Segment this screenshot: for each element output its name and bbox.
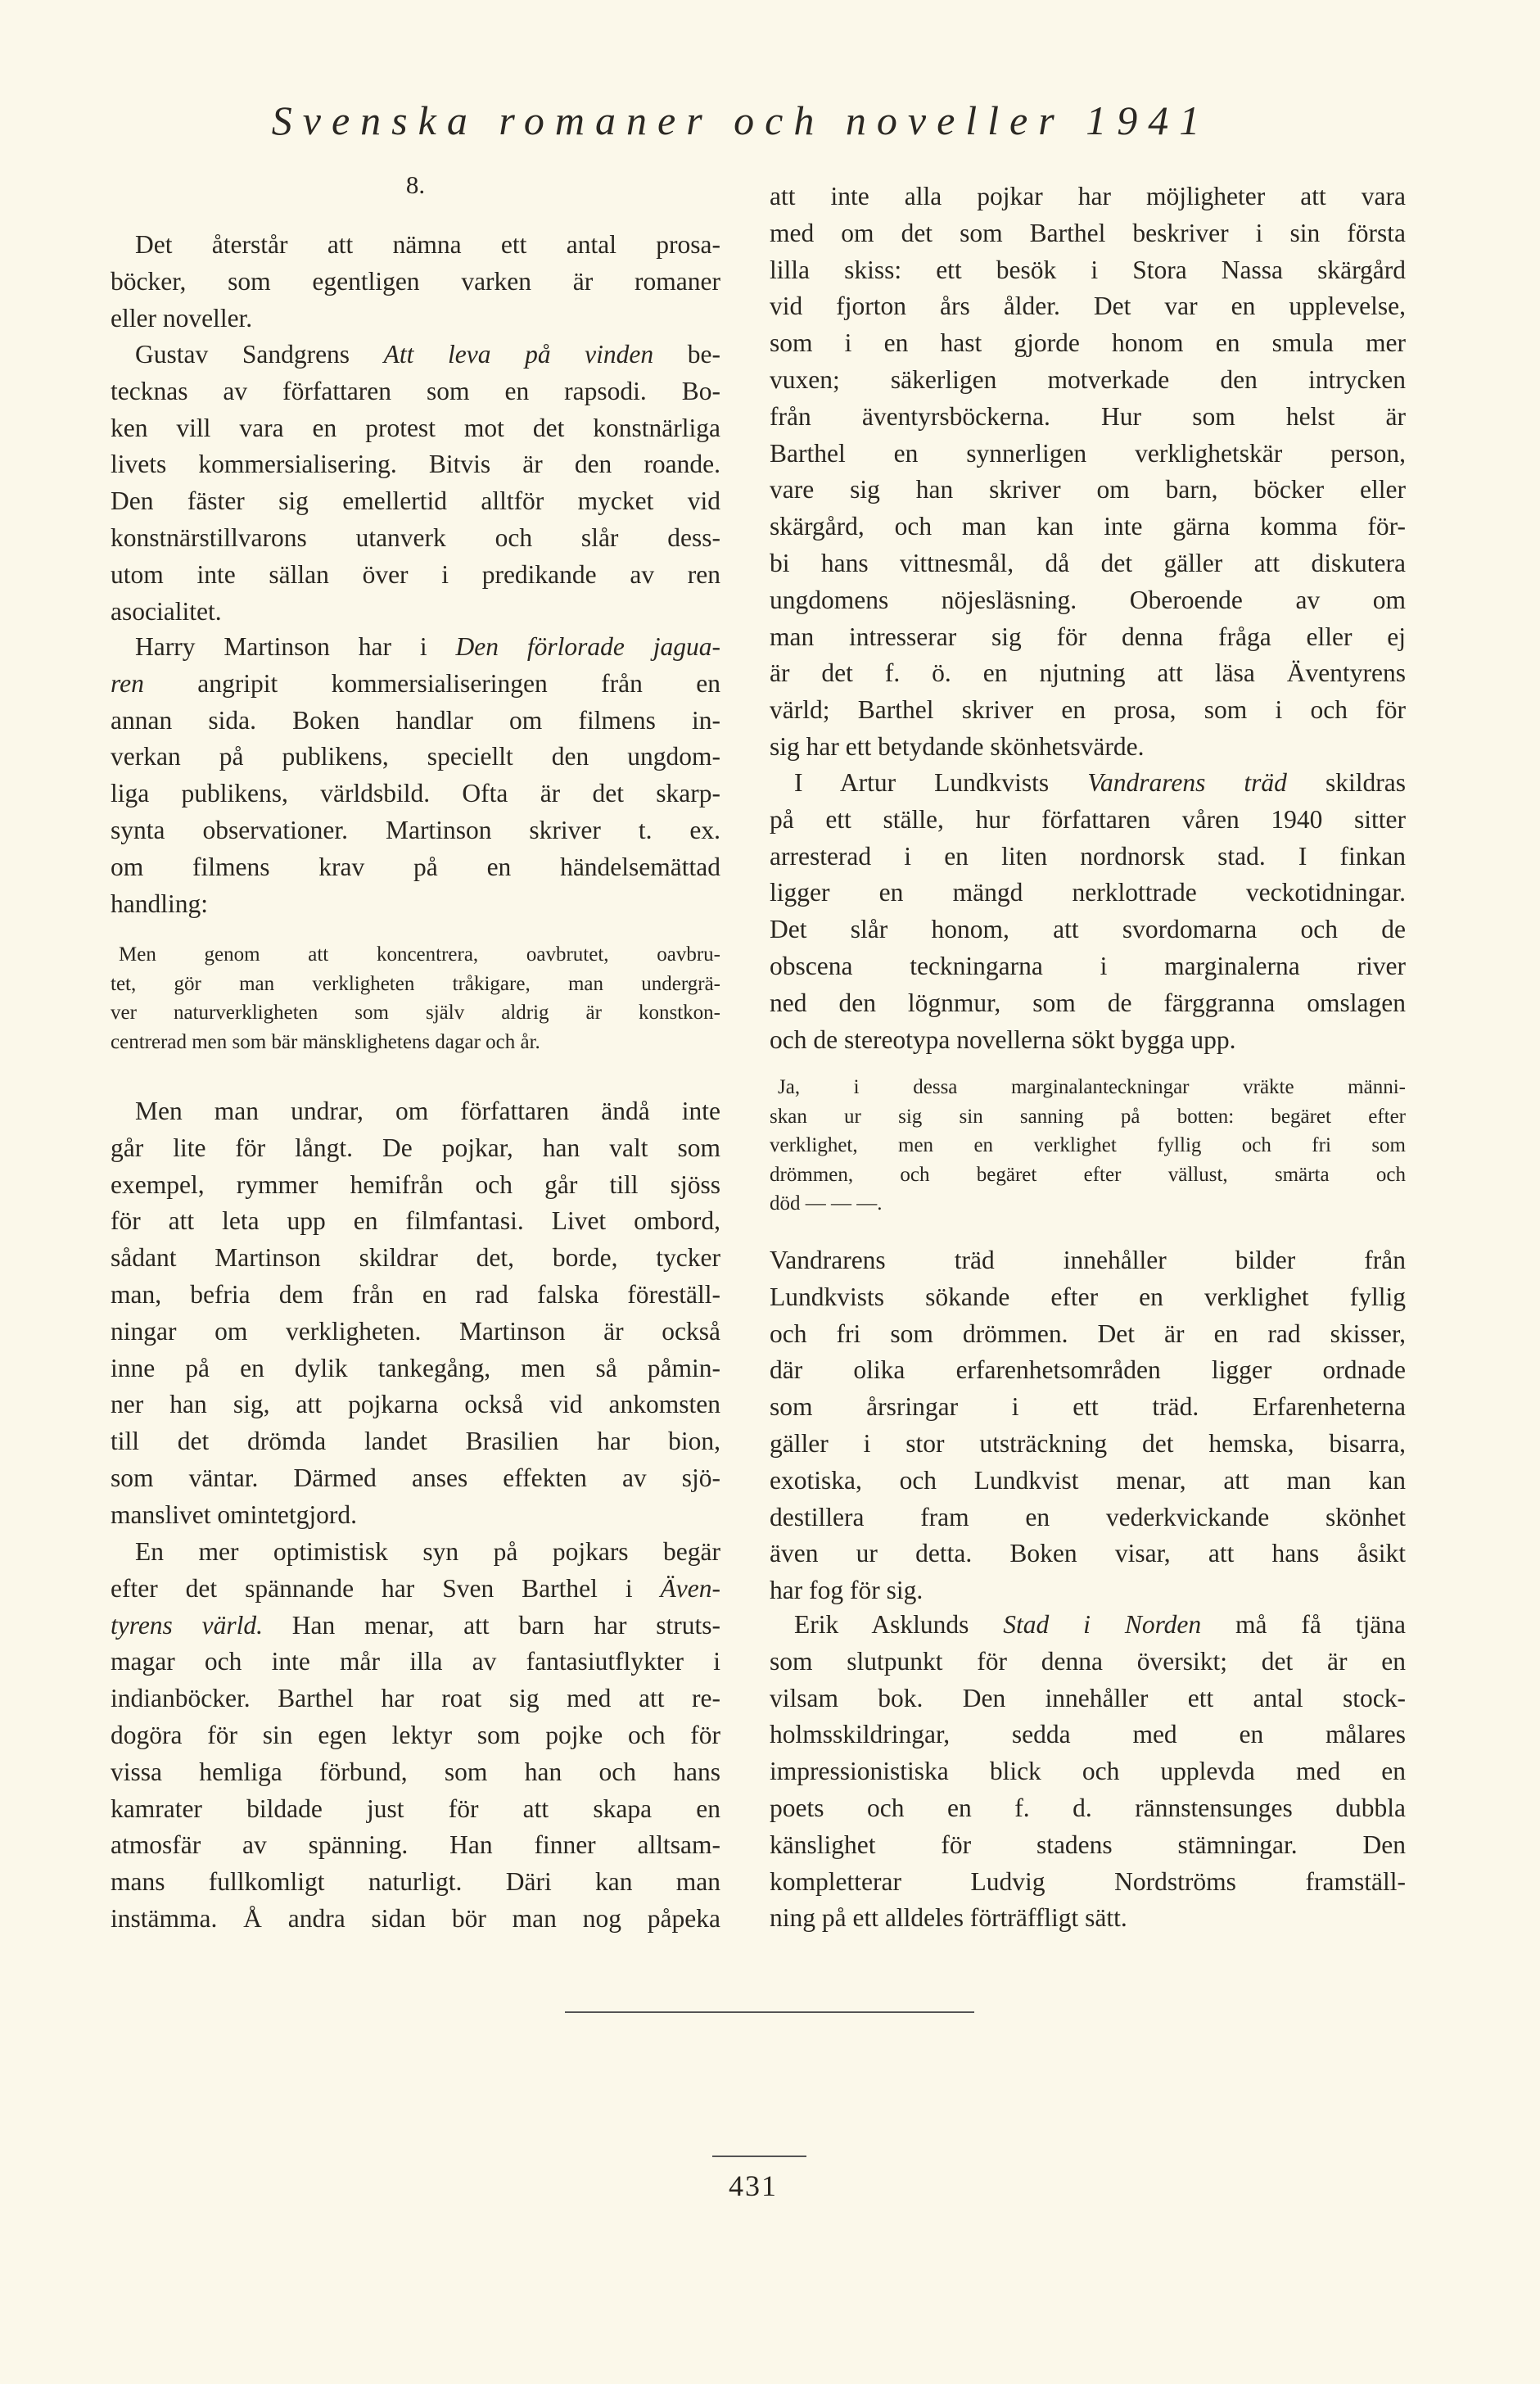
text-line: kamrater bildade just för att skapa en: [111, 1794, 720, 1823]
text-line: är det f. ö. en njutning att läsa Äventyrens: [770, 658, 1406, 688]
book-title: tyrens värld.: [111, 1610, 263, 1640]
paragraph: [770, 765, 1406, 1058]
text-line: och fri som drömmen. Det är en rad skisser,: [770, 1319, 1406, 1348]
text-line: som årsringar i ett träd. Erfarenheterna: [770, 1392, 1406, 1422]
paragraph: [111, 1534, 720, 1938]
text-segment: efter det spännande har Sven Barthel i: [111, 1573, 661, 1603]
text-segment: Erik Asklunds: [794, 1610, 1004, 1639]
running-header-title: Svenska romaner och noveller 1941: [271, 97, 1211, 143]
text-line: som slutpunkt för denna översikt; det är en: [770, 1646, 1406, 1676]
paragraph: [770, 179, 1406, 766]
text-line: ligger en mängd nerklottrade veckotidningar.: [770, 878, 1406, 907]
text-line: asocialitet.: [111, 596, 222, 626]
paragraph: [111, 227, 720, 337]
text-line: liga publikens, världsbild. Ofta är det skarp-: [111, 779, 720, 808]
text-line: bi hans vittnesmål, då det gäller att diskutera: [770, 548, 1406, 577]
block-quote: [770, 1073, 1406, 1219]
text-line: eller noveller.: [111, 303, 253, 332]
book-title: Vandrarens träd: [1087, 768, 1287, 797]
text-line: sig har ett betydande skönhetsvärde.: [770, 731, 1145, 761]
text-line: vuxen; säkerligen motverkade den intrycken: [770, 364, 1406, 394]
text-line: ken vill vara en protest mot det konstnärliga: [111, 413, 720, 442]
text-line: känslighet för stadens stämningar. Den: [770, 1830, 1406, 1859]
text-line: går lite för långt. De pojkar, han valt som: [111, 1133, 720, 1162]
text-line: tecknas av författaren som en rapsodi. Bo-: [111, 376, 720, 405]
paragraph: [111, 1093, 720, 1534]
text-line: Men genom att koncentrera, oavbrutet, oavbru-: [119, 943, 720, 966]
text-line: mans fullkomligt naturligt. Däri kan man: [111, 1867, 720, 1897]
text-line: som i en hast gjorde honom en smula mer: [770, 328, 1406, 358]
page-number: 431: [729, 2169, 778, 2202]
book-title: Även-: [660, 1573, 720, 1603]
text-line: lilla skiss: ett besök i Stora Nassa skärgård: [770, 255, 1406, 284]
text-line: skärgård, och man kan inte gärna komma för-: [770, 512, 1406, 541]
text-line: holmsskildringar, sedda med en målares: [770, 1720, 1406, 1749]
text-line: böcker, som egentligen varken är romaner: [111, 266, 720, 296]
text-line: att inte alla pojkar har möjligheter att vara: [770, 182, 1406, 210]
text-line: magar och inte mår illa av fantasiutflykter i: [111, 1647, 720, 1676]
text-line: tet, gör man verkligheten tråkigare, man undergrä-: [111, 972, 720, 995]
text-line: Ja, i dessa marginalanteckningar vräkte männi-: [778, 1076, 1406, 1098]
text-line: vissa hemliga förbund, som han och hans: [111, 1757, 720, 1786]
text-line: skan ur sig sin sanning på botten: begäret efter: [770, 1105, 1406, 1128]
text-line: exempel, rymmer hemifrån och går till sjöss: [111, 1169, 720, 1199]
book-title: ren: [111, 668, 144, 698]
text-line: ned den lögnmur, som de färggranna omslagen: [770, 988, 1406, 1017]
block-quote: [111, 940, 720, 1056]
text-line: Barthel en synnerligen verklighetskär person,: [770, 438, 1406, 468]
text-line: manslivet omintetgjord.: [111, 1500, 357, 1529]
paragraph: [770, 1607, 1406, 1937]
text-line: kompletterar Ludvig Nordströms framställ-: [770, 1866, 1406, 1896]
text-line: Men man undrar, om författaren ändå inte: [135, 1097, 720, 1125]
text-line: destillera fram en vederkvickande skönhet: [770, 1502, 1406, 1531]
text-line: obscena teckningarna i marginalerna river: [770, 951, 1406, 980]
text-line: även ur detta. Boken visar, att hans åsikt: [770, 1539, 1406, 1568]
text-line: från äventyrsböckerna. Hur som helst är: [770, 401, 1406, 431]
text-line: synta observationer. Martinson skriver t. ex.: [111, 815, 720, 844]
text-line: instämma. Å andra sidan bör man nog påpeka: [111, 1903, 720, 1933]
text-line: [770, 765, 1406, 802]
section-end-rule: [565, 2011, 974, 2013]
text-line: på ett ställe, hur författaren våren 1940 sitter: [770, 804, 1406, 834]
text-line: vilsam bok. Den innehåller ett antal stock-: [770, 1683, 1406, 1712]
book-title: Den förlorade jagua-: [455, 632, 720, 661]
text-line: man intresserar sig för denna fråga eller ej: [770, 622, 1406, 651]
text-line: död — — —.: [770, 1192, 883, 1215]
text-line: [111, 337, 720, 373]
text-line: ning på ett alldeles förträffligt sätt.: [770, 1903, 1127, 1933]
text-line: där olika erfarenhetsområden ligger ordnade: [770, 1355, 1406, 1385]
text-line: Det slår honom, att svordomarna och de: [770, 915, 1406, 944]
text-segment: skildras: [1286, 768, 1406, 797]
text-line: Det återstår att nämna ett antal prosa-: [135, 230, 720, 259]
text-line: verklighet, men en verklighet fyllig och fri som: [770, 1134, 1406, 1157]
text-line: ner han sig, att pojkarna också vid ankomsten: [111, 1390, 720, 1419]
text-line: livets kommersialisering. Bitvis är den roande.: [111, 450, 720, 479]
text-line: konstnärstillvarons utanverk och slår dess-: [111, 522, 720, 552]
text-segment: Harry Martinson har i: [135, 632, 456, 661]
text-line: [111, 1571, 720, 1608]
text-line: med om det som Barthel beskriver i sin första: [770, 218, 1406, 247]
book-title: Att leva på vinden: [383, 340, 654, 369]
text-line: har fog för sig.: [770, 1576, 924, 1605]
text-line: Den fäster sig emellertid alltför mycket vid: [111, 486, 720, 516]
text-line: dogöra för sin egen lektyr som pojke och för: [111, 1720, 720, 1749]
section-number: 8.: [405, 170, 426, 199]
text-line: indianböcker. Barthel har roat sig med att re-: [111, 1684, 720, 1713]
text-line: verkan på publikens, speciellt den ungdom-: [111, 742, 720, 771]
text-line: värld; Barthel skriver en prosa, som i och för: [770, 695, 1406, 725]
text-line: exotiska, och Lundkvist menar, att man kan: [770, 1465, 1406, 1495]
paragraph: [111, 337, 720, 630]
text-line: [111, 629, 720, 666]
page-number-rule: [712, 2156, 806, 2157]
text-line: poets och en f. d. rännstensunges dubbla: [770, 1793, 1406, 1822]
text-segment: Han menar, att barn har struts-: [262, 1610, 720, 1640]
text-line: ver naturverkligheten som själv aldrig är konstkon-: [111, 1002, 720, 1025]
text-line: [770, 1607, 1406, 1644]
text-line: utom inte sällan över i predikande av ren: [111, 559, 720, 589]
text-line: gäller i stor utsträckning det hemska, bisarra,: [770, 1428, 1406, 1458]
paragraph: [770, 1242, 1406, 1609]
text-line: [111, 1608, 720, 1644]
text-line: ningar om verkligheten. Martinson är också: [111, 1316, 720, 1346]
text-line: till det drömda landet Brasilien har bion,: [111, 1427, 720, 1456]
text-segment: Gustav Sandgrens: [135, 340, 384, 369]
text-line: vid fjorton års ålder. Det var en upplevelse,: [770, 292, 1406, 321]
text-line: sådant Martinson skildrar det, borde, tycker: [111, 1243, 720, 1273]
text-line: och de stereotypa novellerna sökt bygga upp.: [770, 1025, 1236, 1054]
text-segment: be-: [653, 340, 720, 369]
text-line: om filmens krav på en händelsemättad: [111, 852, 720, 881]
text-line: ungdomens nöjesläsning. Oberoende av om: [770, 585, 1406, 614]
book-title: Stad i Norden: [1003, 1610, 1202, 1639]
text-line: [111, 666, 720, 703]
text-line: centrerad men som bär mänsklighetens dagar och år.: [111, 1030, 540, 1053]
text-segment: må få tjäna: [1201, 1610, 1407, 1639]
text-line: annan sida. Boken handlar om filmens in-: [111, 705, 720, 735]
text-segment: I Artur Lundkvists: [794, 768, 1088, 797]
paragraph: [111, 629, 720, 922]
text-line: man, befria dem från en rad falska föreställ-: [111, 1279, 720, 1309]
text-line: inne på en dylik tankegång, men så påmin-: [111, 1353, 720, 1382]
text-line: för att leta upp en filmfantasi. Livet ombord,: [111, 1206, 720, 1236]
text-line: arresterad i en liten nordnorsk stad. I finkan: [770, 841, 1406, 871]
text-line: handling:: [111, 889, 208, 918]
text-line: vare sig han skriver om barn, böcker eller: [770, 475, 1406, 504]
text-line: drömmen, och begäret efter vällust, smärta och: [770, 1163, 1406, 1186]
text-line: Vandrarens träd innehåller bilder från: [770, 1246, 1406, 1274]
text-line: impressionistiska blick och upplevda med en: [770, 1757, 1406, 1786]
text-line: Lundkvists sökande efter en verklighet fyllig: [770, 1282, 1406, 1311]
text-segment: angripit kommersialiseringen från en: [143, 668, 720, 698]
text-line: som väntar. Därmed anses effekten av sjö-: [111, 1463, 720, 1492]
text-line: En mer optimistisk syn på pojkars begär: [135, 1537, 720, 1566]
text-line: atmosfär av spänning. Han finner alltsam-: [111, 1830, 720, 1860]
